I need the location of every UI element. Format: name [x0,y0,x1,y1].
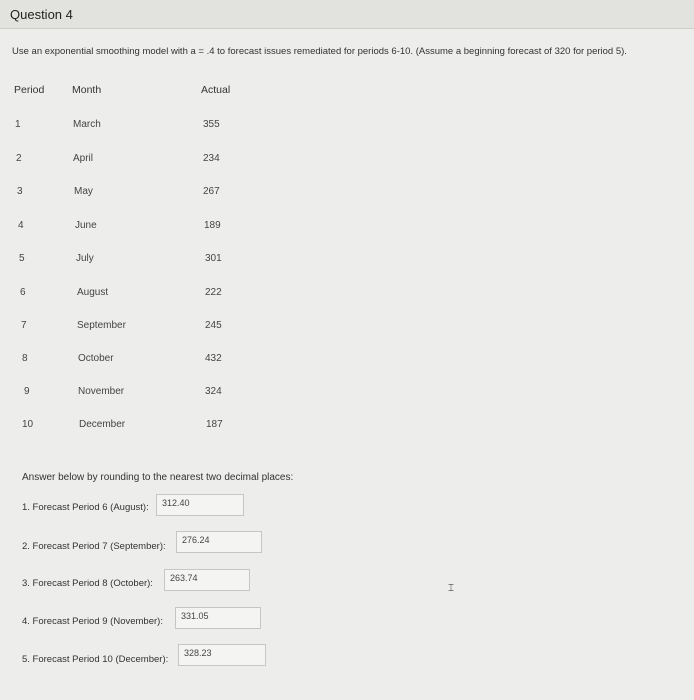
question-header [0,0,694,29]
actual-cell: 355 [203,119,220,130]
month-cell: October [78,353,114,364]
actual-cell: 432 [205,353,222,364]
period-cell: 5 [19,253,25,264]
answer-label: 4. Forecast Period 9 (November): [22,616,163,627]
month-cell: August [77,287,109,298]
answer-label: 2. Forecast Period 7 (September): [22,541,166,552]
question-title: Question 4 [10,7,73,22]
actual-cell: 301 [205,253,222,264]
column-header-actual: Actual [201,84,231,96]
month-cell: September [77,320,126,331]
month-cell: April [73,153,94,164]
month-cell: November [78,386,125,397]
instructions-text: Use an exponential smoothing model with a = .4 to forecast issues remediated for periods 6-10. (Assume a beginning forecast of 320 for period 5). [12,46,627,57]
answer-label: 3. Forecast Period 8 (October): [22,578,153,589]
month-cell: March [73,119,101,130]
period-cell: 6 [20,287,26,298]
actual-cell: 222 [205,287,222,298]
forecast-period-8-input[interactable]: 263.74 [164,569,250,591]
month-cell: December [79,419,126,430]
period-cell: 2 [16,153,22,164]
period-cell: 7 [21,320,27,331]
period-cell: 4 [18,220,24,231]
text-cursor-icon: ⌶ [448,583,454,594]
actual-cell: 189 [204,220,221,231]
period-cell: 10 [22,419,34,430]
actual-cell: 267 [203,186,220,197]
question-body [0,29,694,700]
period-cell: 9 [24,386,30,397]
month-cell: June [75,220,97,231]
forecast-period-7-input[interactable]: 276.24 [176,531,262,553]
actual-cell: 245 [205,320,222,331]
forecast-period-10-input[interactable]: 328.23 [178,644,266,666]
month-cell: May [74,186,93,197]
answer-label: 5. Forecast Period 10 (December): [22,654,169,665]
forecast-period-6-input[interactable]: 312.40 [156,494,244,516]
answer-instructions: Answer below by rounding to the nearest two decimal places: [22,472,294,483]
period-cell: 8 [22,353,28,364]
column-header-month: Month [72,84,102,96]
period-cell: 1 [15,119,21,130]
answer-label: 1. Forecast Period 6 (August): [22,502,149,513]
column-header-period: Period [14,84,45,96]
actual-cell: 234 [203,153,220,164]
actual-cell: 187 [206,419,223,430]
forecast-period-9-input[interactable]: 331.05 [175,607,261,629]
actual-cell: 324 [205,386,222,397]
period-cell: 3 [17,186,23,197]
month-cell: July [76,253,94,264]
